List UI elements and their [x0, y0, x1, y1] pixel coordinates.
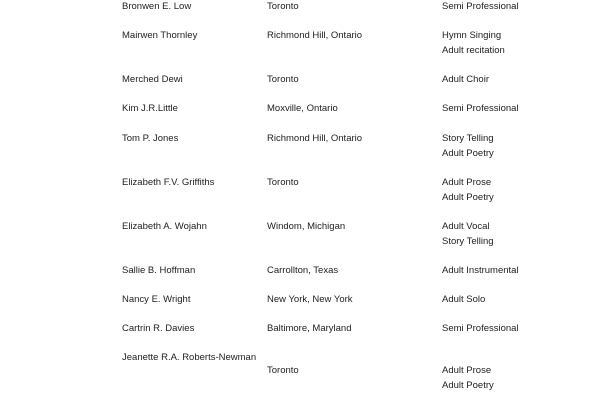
participant-name: Merched Dewi	[122, 74, 183, 85]
category-entry: Adult Vocal	[442, 221, 490, 232]
participant-categories	[442, 132, 592, 161]
category-entry: Adult Poetry	[442, 379, 494, 391]
participant-categories	[442, 264, 592, 279]
category-entry: Adult Instrumental	[442, 265, 519, 276]
participant-name: Kim J.R.Little	[122, 103, 178, 114]
participant-location: Windom, Michigan	[267, 221, 346, 232]
participant-name: Bronwen E. Low	[122, 1, 192, 12]
category-entry: Adult Poetry	[442, 147, 494, 159]
category-entry: Semi Professional	[442, 103, 519, 114]
participant-categories	[442, 73, 592, 88]
category-entry: Adult recitation	[442, 44, 505, 56]
category-entry: Story Telling	[442, 235, 494, 247]
participant-location: Toronto	[267, 1, 299, 12]
category-entry: Hymn Singing	[442, 30, 502, 41]
category-entry: Adult Prose	[442, 177, 492, 188]
participant-categories	[442, 322, 592, 337]
participant-name: Elizabeth F.V. Griffiths	[122, 177, 215, 188]
participant-name: Cartrin R. Davies	[122, 323, 195, 334]
category-entry: Story Telling	[442, 133, 494, 144]
category-entry: Adult Solo	[442, 294, 486, 305]
category-entry: Semi Professional	[442, 1, 519, 12]
participant-location: Moxville, Ontario	[267, 103, 338, 114]
participant-location: Carrollton, Texas	[267, 265, 339, 276]
participant-location: Richmond Hill, Ontario	[267, 133, 363, 144]
participant-location: Toronto	[267, 177, 299, 188]
category-entry: Adult Poetry	[442, 191, 494, 203]
participant-location: Richmond Hill, Ontario	[267, 30, 363, 41]
participant-name: Mairwen Thornley	[122, 30, 198, 41]
category-entry: Adult Choir	[442, 74, 489, 85]
category-entry: Semi Professional	[442, 323, 519, 334]
participant-categories	[442, 102, 592, 117]
participant-categories	[442, 364, 592, 393]
participant-categories	[442, 29, 592, 58]
participant-categories	[442, 176, 592, 205]
participant-location: Baltimore, Maryland	[267, 323, 352, 334]
participant-location: Toronto	[267, 74, 299, 85]
participant-name: Jeanette R.A. Roberts-Newman	[122, 352, 257, 363]
participant-location: Toronto	[267, 365, 299, 376]
participant-categories	[442, 0, 592, 15]
participant-name: Elizabeth A. Wojahn	[122, 221, 207, 232]
participant-name: Nancy E. Wright	[122, 294, 191, 305]
participant-location: New York, New York	[267, 294, 353, 305]
participant-name: Tom P. Jones	[122, 133, 179, 144]
participant-name: Sallie B. Hoffman	[122, 265, 196, 276]
category-entry: Adult Prose	[442, 365, 492, 376]
participant-categories	[442, 220, 592, 249]
participant-categories	[442, 293, 592, 308]
